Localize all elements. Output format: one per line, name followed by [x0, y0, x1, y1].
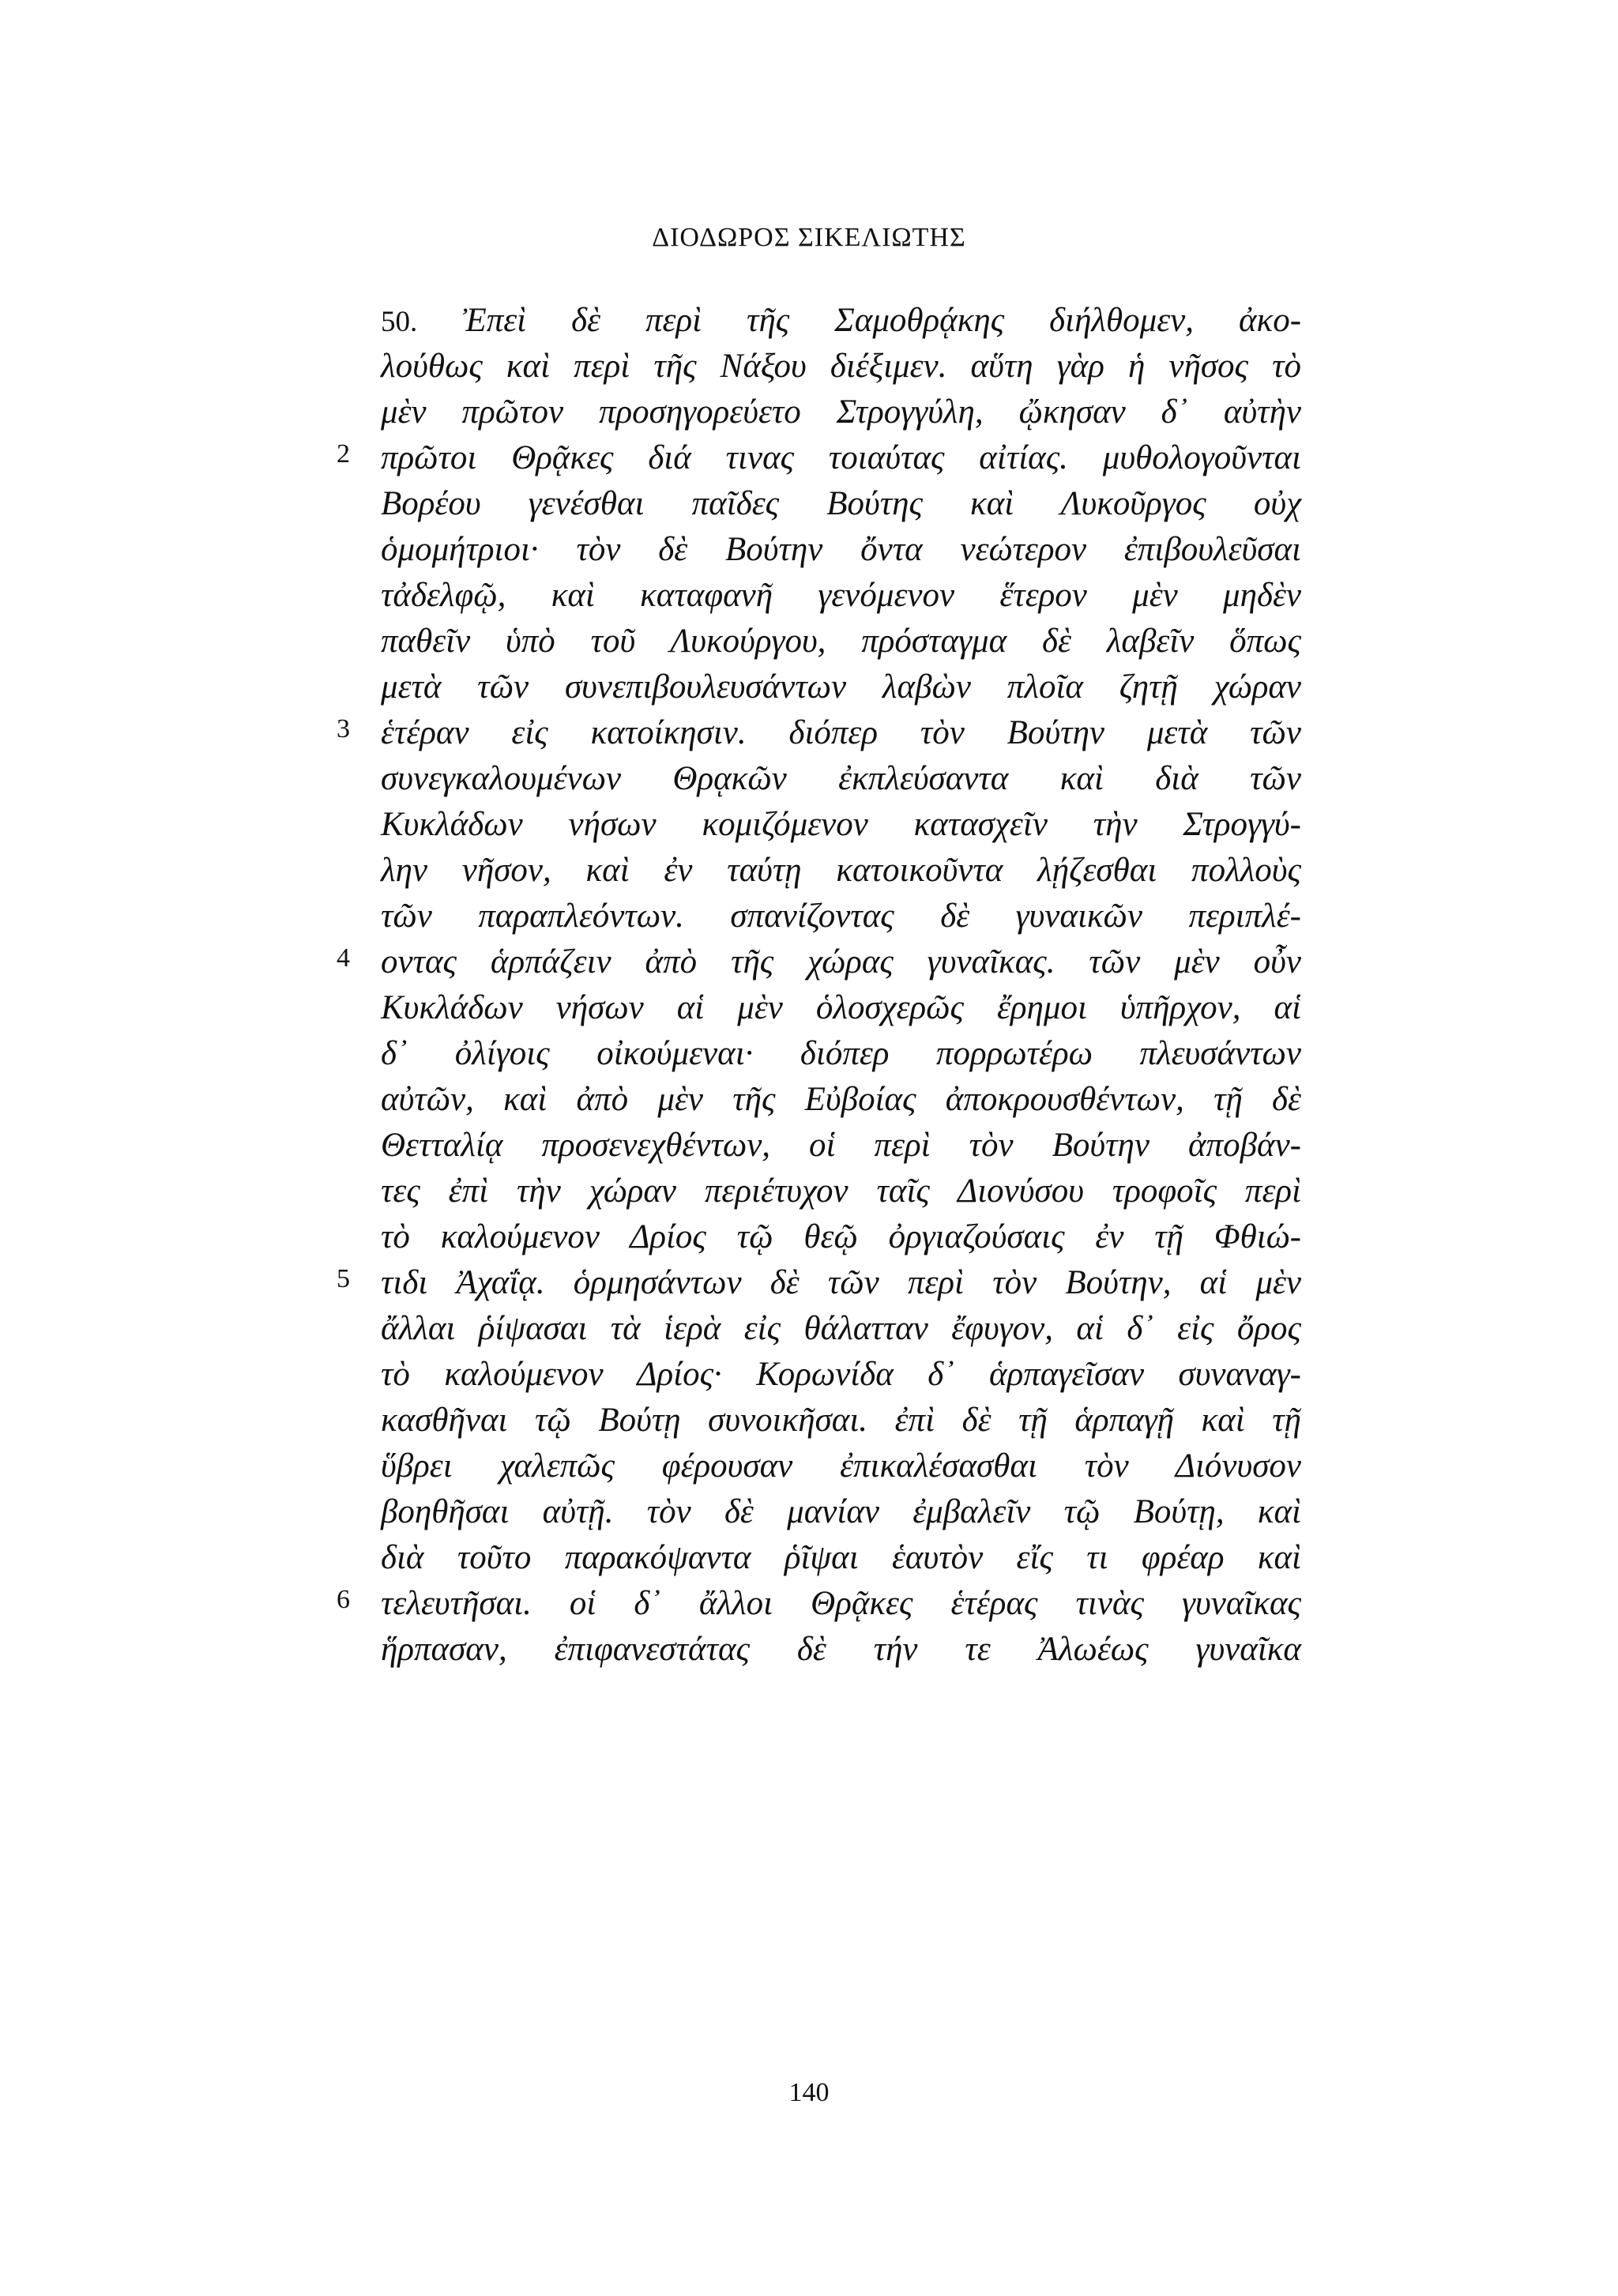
line-text: ὕβρει χαλεπῶς φέρουσαν ἐπικαλέσασθαι τὸν Διόνυσον	[381, 1447, 1301, 1485]
text-line	[0, 894, 1618, 939]
text-line	[0, 1444, 1618, 1489]
text-line	[0, 436, 1618, 480]
text-line	[0, 1628, 1618, 1672]
line-text: Κυκλάδων νήσων κομιζόμενον κατασχεῖν τὴν Στρογγύ-	[381, 806, 1301, 843]
line-text: τὸ καλούμενον Δρίος τῷ θεῷ ὀργιαζούσαις ἐν τῇ Φθιώ-	[381, 1218, 1301, 1255]
text-line	[0, 299, 1618, 343]
line-text: ἑτέραν εἰς κατοίκησιν. διόπερ τὸν Βούτην μετὰ τῶν	[381, 714, 1301, 751]
line-text: τῶν παραπλεόντων. σπανίζοντας δὲ γυναικῶν περιπλέ-	[381, 898, 1301, 935]
text-line	[0, 1078, 1618, 1122]
line-text: λην νῆσον, καὶ ἐν ταύτῃ κατοικοῦντα λῄζεσθαι πολλοὺς	[381, 852, 1301, 889]
line-text: λούθως καὶ περὶ τῆς Νάξου διέξιμεν. αὕτη γὰρ ἡ νῆσος τὸ	[381, 348, 1301, 385]
line-text: τὸ καλούμενον Δρίος· Κορωνίδα δ᾿ ἁρπαγεῖσαν συναναγ-	[381, 1356, 1301, 1393]
line-text: συνεγκαλουμένων Θρᾳκῶν ἐκπλεύσαντα καὶ διὰ τῶν	[381, 760, 1301, 797]
text-line	[0, 344, 1618, 389]
line-text: ἄλλαι ῥίψασαι τὰ ἱερὰ εἰς θάλατταν ἔφυγον, αἱ δ᾿ εἰς ὄρος	[381, 1310, 1301, 1347]
line-number: 4	[337, 943, 350, 973]
text-line	[0, 665, 1618, 710]
page-number: 140	[788, 2078, 830, 2107]
line-text: βοηθῆσαι αὐτῇ. τὸν δὲ μανίαν ἐμβαλεῖν τῷ Βούτῃ, καὶ	[381, 1493, 1301, 1530]
line-text: δ᾿ ὀλίγοις οἰκούμεναι· διόπερ πορρωτέρω πλευσάντων	[381, 1035, 1301, 1072]
text-line	[0, 1032, 1618, 1076]
line-text: τιδι Ἀχαΐᾳ. ὁρμησάντων δὲ τῶν περὶ τὸν Βούτην, αἱ μὲν	[381, 1264, 1301, 1301]
text-line	[0, 619, 1618, 664]
text-line	[0, 1124, 1618, 1168]
text-line	[0, 1536, 1618, 1580]
text-line	[0, 1490, 1618, 1534]
line-text: ὁμομήτριοι· τὸν δὲ Βούτην ὄντα νεώτερον ἐπιβουλεῦσαι	[381, 531, 1301, 568]
line-text: μετὰ τῶν συνεπιβουλευσάντων λαβὼν πλοῖα ζητῇ χώραν	[381, 668, 1301, 706]
line-text: τες ἐπὶ τὴν χώραν περιέτυχον ταῖς Διονύσου τροφοῖς περὶ	[381, 1172, 1301, 1210]
line-text	[381, 299, 1301, 344]
text-line	[0, 574, 1618, 618]
text-line	[0, 940, 1618, 984]
text-line	[0, 390, 1618, 435]
line-text: Βορέου γενέσθαι παῖδες Βούτης καὶ Λυκοῦργος οὐχ	[381, 485, 1301, 522]
text-line	[0, 757, 1618, 801]
text-line	[0, 1353, 1618, 1397]
line-content: Ἐπεὶ δὲ περὶ τῆς Σαμοθρᾴκης διήλθομεν, ἀκο-	[462, 302, 1302, 339]
text-line	[0, 1215, 1618, 1259]
text-line	[0, 482, 1618, 526]
body-text	[0, 299, 1618, 2155]
line-text: ἥρπασαν, ἐπιφανεστάτας δὲ τήν τε Ἀλωέως γυναῖκα	[381, 1631, 1301, 1668]
text-line	[0, 1582, 1618, 1626]
section-number: 50.	[381, 306, 418, 338]
running-head: ΔΙΟΔΩΡΟΣ ΣΙΚΕΛΙΩΤΗΣ	[652, 223, 966, 252]
line-text: μὲν πρῶτον προσηγορεύετο Στρογγύλη, ᾤκησαν δ᾿ αὐτὴν	[381, 393, 1301, 431]
line-number: 6	[337, 1585, 350, 1614]
text-line	[0, 1398, 1618, 1443]
line-text: οντας ἁρπάζειν ἀπὸ τῆς χώρας γυναῖκας. τῶν μὲν οὖν	[381, 943, 1301, 981]
text-line	[0, 1169, 1618, 1214]
line-text: Κυκλάδων νήσων αἱ μὲν ὁλοσχερῶς ἔρημοι ὑπῆρχον, αἱ	[381, 989, 1301, 1026]
line-text: πρῶτοι Θρᾷκες διά τινας τοιαύτας αἰτίας. μυθολογοῦνται	[381, 439, 1301, 476]
line-text: αὐτῶν, καὶ ἀπὸ μὲν τῆς Εὐβοίας ἀποκρουσθέντων, τῇ δὲ	[381, 1081, 1301, 1118]
text-line	[0, 1261, 1618, 1305]
line-text: διὰ τοῦτο παρακόψαντα ῥῖψαι ἑαυτὸν εἴς τι φρέαρ καὶ	[381, 1539, 1301, 1576]
line-number: 2	[337, 439, 350, 469]
line-text: κασθῆναι τῷ Βούτῃ συνοικῆσαι. ἐπὶ δὲ τῇ ἁρπαγῇ καὶ τῇ	[381, 1402, 1301, 1439]
line-text: παθεῖν ὑπὸ τοῦ Λυκούργου, πρόσταγμα δὲ λαβεῖν ὅπως	[381, 623, 1301, 660]
text-line	[0, 1307, 1618, 1351]
line-text: τἀδελφῷ, καὶ καταφανῆ γενόμενον ἕτερον μὲν μηδὲν	[381, 577, 1301, 614]
text-line	[0, 711, 1618, 755]
line-number: 3	[337, 714, 350, 743]
text-line	[0, 803, 1618, 847]
text-line	[0, 849, 1618, 893]
text-line	[0, 986, 1618, 1030]
line-text: Θετταλίᾳ προσενεχθέντων, οἱ περὶ τὸν Βούτην ἀποβάν-	[381, 1127, 1301, 1164]
line-text: τελευτῆσαι. οἱ δ᾿ ἄλλοι Θρᾷκες ἑτέρας τινὰς γυναῖκας	[381, 1585, 1301, 1622]
text-line	[0, 528, 1618, 572]
line-number: 5	[337, 1264, 350, 1293]
